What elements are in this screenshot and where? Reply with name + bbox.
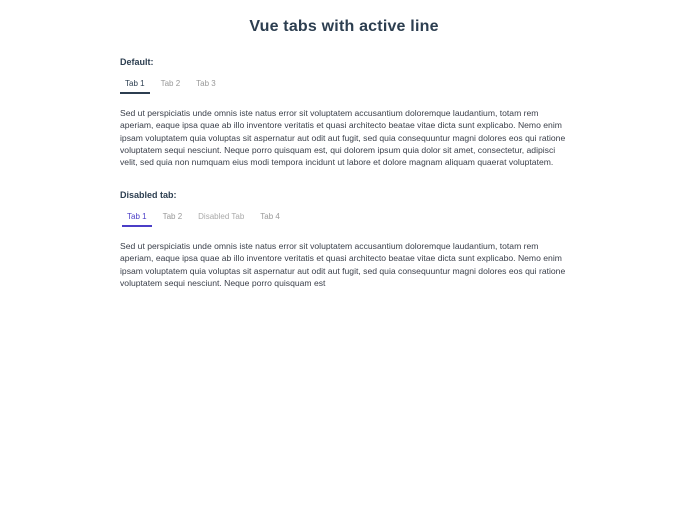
default-tab-content: Sed ut perspiciatis unde omnis iste natus error sit voluptatem accusantium doloremque laudantium, totam rem aperiam, eaque ipsa quae ab illo inventore veritatis et quasi architecto beatae vitae dicta sunt explicabo. Nemo enim ipsam voluptatem quia voluptas sit aspernatur aut odit aut fugit, sed quia consequuntur magni dolores eos qui ratione voluptatem sequi nesciunt. Neque porro quisquam est, qui dolorem ipsum quia dolor sit amet, consectetur, adipisci velit, sed quia non numquam eius modi tempora incidunt ut labore et dolore magnam aliquam quaerat voluptatem.	[120, 108, 566, 168]
disabled-tab-1[interactable]: Tab 1	[122, 212, 152, 227]
default-tab-1[interactable]: Tab 1	[120, 79, 150, 94]
default-section-label: Default:	[120, 57, 154, 67]
disabled-tab-disabled: Disabled Tab	[198, 212, 245, 221]
disabled-section-label: Disabled tab:	[120, 190, 177, 200]
default-tab-2[interactable]: Tab 2	[160, 79, 181, 88]
disabled-tab-2[interactable]: Tab 2	[162, 212, 183, 221]
page-title: Vue tabs with active line	[249, 18, 439, 35]
disabled-tab-4[interactable]: Tab 4	[260, 212, 280, 221]
default-tab-3[interactable]: Tab 3	[196, 79, 216, 88]
default-tabs	[120, 79, 227, 94]
disabled-tabs	[122, 212, 291, 227]
disabled-tab-content: Sed ut perspiciatis unde omnis iste natus error sit voluptatem accusantium doloremque laudantium, totam rem aperiam, eaque ipsa quae ab illo inventore veritatis et quasi architecto beatae vitae dicta sunt explicabo. Nemo enim ipsam voluptatem quia voluptas sit aspernatur aut odit aut fugit, sed quia consequuntur magni dolores eos qui ratione voluptatem sequi nesciunt. Neque porro quisquam est	[120, 241, 566, 288]
